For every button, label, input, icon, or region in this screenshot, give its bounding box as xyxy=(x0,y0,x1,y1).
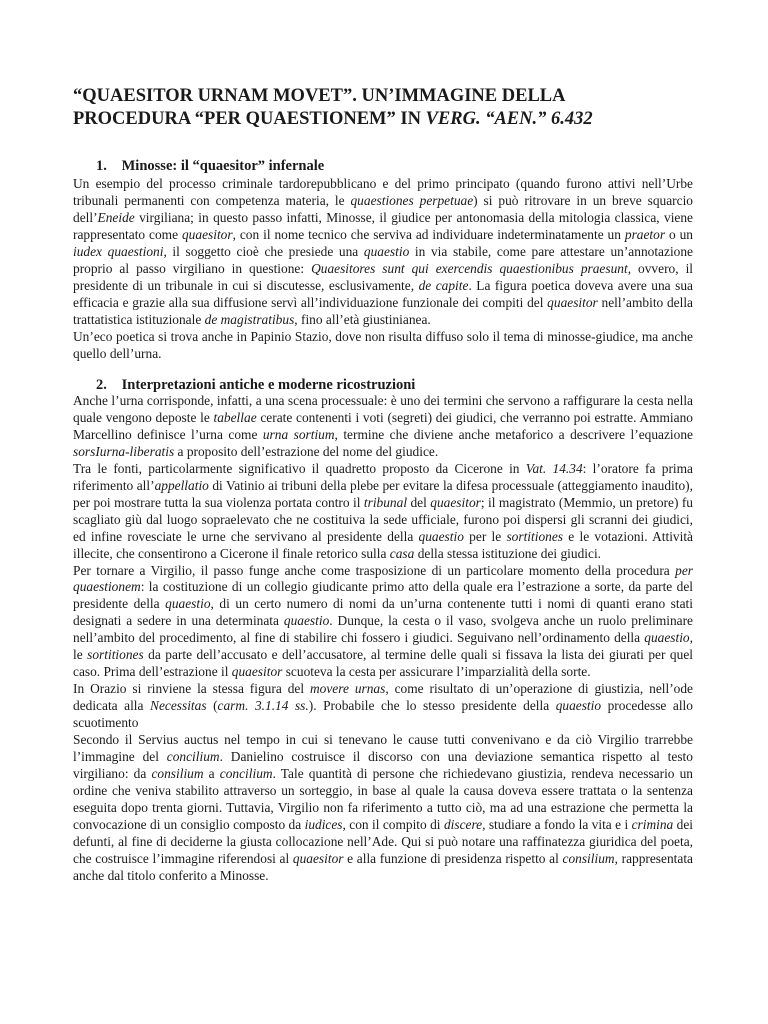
section-1-paragraph xyxy=(73,176,693,329)
italic-term: de capite xyxy=(418,277,469,293)
text-run: , rappresentata anche dal titolo conferito a Minosse. xyxy=(73,850,693,883)
text-run: : la costituzione di un collegio giudicante primo atto della quale era l’estrazione a sorte, da parte del presidente della xyxy=(73,579,693,612)
italic-term: casa xyxy=(389,545,415,561)
text-run: Secondo il Servius auctus nel tempo in cui si tenevano le cause tutti convenivano e da ciò Virgilio trarrebbe l’immagine del xyxy=(73,732,693,765)
text-run: , con il compito di xyxy=(342,816,444,832)
text-run: ; il magistrato (Memmio, un pretore) fu scagliato giù dal luogo sopraelevato che ne costituiva la sede ufficiale, furono poi dispersi gli scranni dei giudici, ed infine rovesciate le urne che servivano al presidente della xyxy=(73,494,693,544)
section-2-paragraph xyxy=(73,461,693,563)
italic-term: urna sortium xyxy=(262,426,335,442)
italic-term: sortitiones xyxy=(506,528,564,544)
italic-term: concilium xyxy=(166,749,220,765)
italic-term: quaestio xyxy=(283,613,330,629)
text-run: scuoteva la cesta per assicurare l’imparzialità della sorte. xyxy=(282,664,591,680)
text-run: , ovvero, il presidente di un tribunale in cui si discutesse, esclusivamente, xyxy=(73,260,694,293)
italic-term: consilium xyxy=(151,765,204,781)
text-run: o un xyxy=(665,226,693,242)
italic-term: tabellae xyxy=(213,409,257,425)
section-1-title: Minosse: il “quaesitor” infernale xyxy=(121,158,325,174)
italic-term: appellatio xyxy=(154,477,209,493)
text-run: , con il nome tecnico che serviva ad individuare indeterminatamente un xyxy=(232,226,625,242)
italic-term: quaesitor xyxy=(547,294,598,310)
text-run: , di un certo numero di nomi da un’urna contenente tutti i nomi di quanti erano stati designati a sedere in una determinata xyxy=(73,596,693,629)
text-run: cerate contenenti i voti (segreti) dei giudici, che verranno poi estratte. Ammiano Marcellino definisce l’urna come xyxy=(73,409,693,442)
italic-term: quaesitor xyxy=(292,850,344,866)
text-run: nell’ambito della trattatistica istituzionale xyxy=(73,294,693,327)
italic-term: quaestiones perpetuae xyxy=(350,192,474,208)
italic-term: praetor xyxy=(624,226,666,242)
text-run: , termine che diviene anche metaforico a descrivere l’equazione xyxy=(334,426,693,442)
text-run: per le xyxy=(463,528,507,544)
italic-term: iudex quaestioni xyxy=(73,243,164,259)
section-2-heading xyxy=(96,376,415,394)
italic-term: Quaesitores sunt qui exercendis quaestionibus praesunt xyxy=(311,260,628,276)
italic-term: concilium xyxy=(219,765,273,781)
italic-term: quaestio xyxy=(418,528,464,544)
text-run: procedesse allo scuotimento xyxy=(73,698,693,731)
italic-term: crimina xyxy=(631,816,674,832)
text-run: , studiare a fondo la vita e i xyxy=(482,816,632,832)
italic-term: quaestio xyxy=(363,243,410,259)
italic-term: Eneide xyxy=(97,209,135,225)
italic-term: movere urnas xyxy=(309,681,386,697)
title-line-1: “QUAESITOR URNAM MOVET”. UN’IMMAGINE DELLA xyxy=(73,86,566,106)
italic-term: Necessitas xyxy=(150,698,207,714)
italic-term: de magistratibus xyxy=(204,311,295,327)
text-run: , fino all’età giustinianea. xyxy=(294,311,431,327)
italic-term: consilium xyxy=(562,850,615,866)
italic-term: quaesitor xyxy=(231,664,283,680)
italic-term: quaestio xyxy=(555,698,602,714)
italic-term: carm. 3.1.14 ss. xyxy=(217,698,309,714)
italic-term: quaesitor xyxy=(430,494,481,510)
title-line-2-citation: VERG. “AEN.” 6.432 xyxy=(425,109,593,129)
italic-term: sortitiones xyxy=(87,647,144,663)
text-run: dei defunti, al fine di deciderne la giusta collocazione nell’Ade. Qui si può notare una raffinatezza giuridica del poeta, che costruisce l’immagine riferendosi al xyxy=(73,816,694,866)
text-run: In Orazio si rinviene la stessa figura del xyxy=(73,681,310,697)
italic-term: discere xyxy=(443,816,483,832)
text-run: in via stabile, come pare attestare un’annotazione proprio al passo virgiliano in questione: xyxy=(73,243,693,276)
section-2-paragraph xyxy=(73,563,693,682)
text-run: Tra le fonti, particolarmente significativo il quadretto proposto da Cicerone in xyxy=(73,460,526,476)
text-run: , le xyxy=(73,630,693,663)
text-run: da parte dell’accusato e dell’accusatore, al termine delle quali si fissava la lista dei giurati per quel caso. Prima dell’estrazione il xyxy=(73,647,693,680)
text-run: : l’oratore fa prima riferimento all’ xyxy=(73,460,693,493)
text-run: a proposito dell’estrazione del nome del giudice. xyxy=(174,443,439,459)
text-run: . Tale quantità di persone che richiedevano giustizia, rendeva necessario un ordine che veniva stabilito attraverso un sorteggio, in base al quale la causa doveva essere trattata o la sentenza eseguita dopo trenta giorni. Tuttavia, Virgilio non fa riferimento a tutto ciò, ma ad una estrazione che permetta la convocazione di un consiglio composto da xyxy=(73,765,694,832)
text-run: ). Probabile che lo stesso presidente della xyxy=(308,698,556,714)
italic-term: per quaestionem xyxy=(73,562,693,595)
italic-term: iudices xyxy=(304,816,343,832)
text-run: a xyxy=(203,765,220,781)
section-1-heading xyxy=(96,157,324,175)
text-run: del xyxy=(407,494,431,510)
text-run: . Dunque, la cesta o il vaso, svolgeva anche un ruolo preliminare nell’ambito del procedimento, al fine di stabilire chi fossero i giudici. Seguivano nell’ordinamento della xyxy=(73,613,693,646)
text-run: , il soggetto cioè che presiede una xyxy=(163,243,364,259)
section-2-title: Interpretazioni antiche e moderne ricostruzioni xyxy=(121,377,416,393)
text-run: virgiliana; in questo passo infatti, Minosse, il giudice per antonomasia della mitologia classica, viene rappresentato come xyxy=(73,209,693,242)
text-run: di Vatinio ai tribuni della plebe per evitare la difesa processuale (atteggiamento inaudito), per poi mostrare tutta la sua violenza portata contro il xyxy=(73,477,693,510)
section-2-number: 2. xyxy=(96,377,107,393)
document-title xyxy=(73,85,693,131)
text-run: . La figura poetica doveva avere una sua efficacia e grazie alla sua diffusione servì all’individuazione funzionale dei compiti del xyxy=(73,277,693,310)
section-1-paragraph xyxy=(73,329,693,363)
italic-term: Vat. 14.34 xyxy=(525,460,583,476)
text-run: , come risultato di un’operazione di giustizia, nell’ode dedicata alla xyxy=(73,681,693,714)
text-run: e alla funzione di presidenza rispetto al xyxy=(343,850,563,866)
title-line-2-prefix: PROCEDURA “PER QUAESTIONEM” IN xyxy=(73,109,426,129)
italic-term: quaestio xyxy=(165,596,211,612)
section-2-paragraph xyxy=(73,393,693,461)
text-run: ) si può ritrovare in un breve squarcio dell’ xyxy=(73,192,693,225)
section-2-paragraph xyxy=(73,681,693,732)
text-run: Un esempio del processo criminale tardorepubblicano e del primo principato (quando furono attivi nell’Urbe tribunali permanenti con competenza materia, le xyxy=(73,176,693,208)
text-run: Anche l’urna corrisponde, infatti, a una scena processuale: è uno dei termini che servono a raffigurare la cesta nella quale vengono deposte le xyxy=(73,393,693,425)
italic-term: tribunal xyxy=(363,494,408,510)
section-2-paragraph xyxy=(73,732,693,885)
italic-term: quaesitor xyxy=(181,226,233,242)
section-1-number: 1. xyxy=(96,158,107,174)
italic-term: quaestio xyxy=(644,630,690,646)
text-run: e le votazioni. Attività illecite, che consentirono a Cicerone il finale retorico sulla xyxy=(73,528,693,561)
text-run: Un’eco poetica si trova anche in Papinio Stazio, dove non risulta diffuso solo il tema di minosse-giudice, ma anche quello dell’urna. xyxy=(73,328,693,361)
text-run: . Danielino costruisce il discorso con una deviazione semantica rispetto al testo virgiliano: da xyxy=(73,749,693,781)
section-1-body xyxy=(73,176,693,362)
text-run: ( xyxy=(206,698,218,714)
text-run: della stessa istituzione dei giudici. xyxy=(414,545,602,561)
section-2-body xyxy=(73,393,693,885)
italic-term: sorsΙurna-liberatis xyxy=(73,443,175,459)
text-run: Per tornare a Virgilio, il passo funge anche come trasposizione di un particolare momento della procedura xyxy=(73,562,676,578)
